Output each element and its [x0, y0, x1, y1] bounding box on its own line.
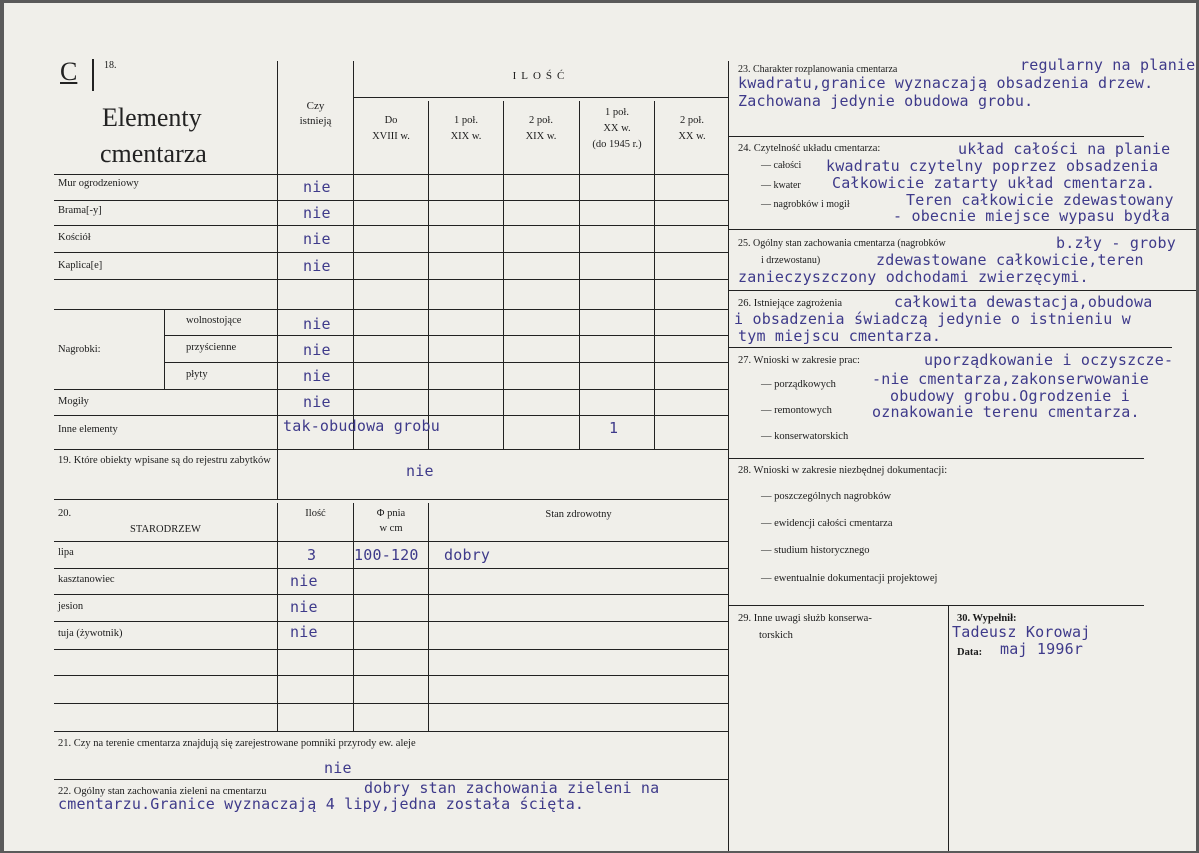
- period-col-4-line3: (do 1945 r.): [592, 139, 642, 150]
- table-row-line: [54, 200, 728, 201]
- s20-row-line: [54, 541, 728, 542]
- table-row-line: [164, 335, 728, 336]
- s24-label: 24. Czytelność układu cmentarza:: [738, 143, 881, 154]
- qty-header: ILOŚĆ: [512, 70, 570, 82]
- s27-sub-cleanup: — porządkowych: [761, 379, 836, 390]
- row-value-church: nie: [303, 230, 331, 248]
- tombstones-wall-value: nie: [303, 341, 331, 359]
- s24-line2: kwadratu czytelny poprzez obsadzenia: [826, 157, 1159, 175]
- tree-label-thuja: tuja (żywotnik): [58, 628, 123, 639]
- card-code: C: [60, 57, 78, 86]
- s24-rule: [728, 229, 1196, 230]
- s20-row-line: [54, 675, 728, 676]
- s24-sub-quarters: — kwater: [761, 180, 801, 191]
- tree-health-linden: dobry: [444, 546, 491, 564]
- s20-row-line: [54, 649, 728, 650]
- s22-label: 22. Ogólny stan zachowania zieleni na cmentarzu: [58, 786, 267, 797]
- s27-line1: uporządkowanie i oczyszcze-: [924, 351, 1174, 369]
- table-row-line: [54, 449, 728, 450]
- table-row-line: [54, 225, 728, 226]
- s22-line1: dobry stan zachowania zieleni na: [364, 779, 660, 797]
- col-line-p2: [428, 101, 429, 449]
- s23-line1: regularny na planie: [1020, 56, 1196, 74]
- s29-s30-divider: [948, 606, 949, 851]
- s28-item: — poszczególnych nagrobków: [761, 491, 892, 502]
- tree-label-ash: jesion: [58, 601, 84, 612]
- s20-row-line: [54, 594, 728, 595]
- s29-line1: 29. Inne uwagi służb konserwa-: [738, 613, 872, 624]
- s20-qty-header: Ilość: [305, 508, 326, 519]
- s21-label: 21. Czy na terenie cmentarza znajdują się zarejestrowane pomniki przyrody ew. aleje: [58, 738, 416, 749]
- tree-qty-ash: nie: [290, 598, 318, 616]
- s20-diameter-header-2: w cm: [379, 523, 403, 534]
- s22-line2: cmentarzu.Granice wyznaczają 4 lipy,jedna została ścięta.: [58, 795, 585, 813]
- tombstones-label: Nagrobki:: [58, 344, 101, 355]
- s23-rule: [728, 136, 1144, 137]
- other-elements-value: tak-obudowa grobu: [283, 417, 440, 435]
- s27-rule: [728, 458, 1144, 459]
- s20-header: STARODRZEW: [130, 524, 201, 535]
- period-col-5-line1: 2 poł.: [680, 115, 704, 126]
- period-col-1-line2: XVIII w.: [372, 131, 410, 142]
- s28-label: 28. Wnioski w zakresie niezbędnej dokumentacji:: [738, 465, 948, 476]
- s30-label: 30. Wypełnił:: [957, 613, 1017, 624]
- row-value-wall: nie: [303, 178, 331, 196]
- s25-line2: zdewastowane całkowicie,teren: [876, 251, 1144, 269]
- row-label-wall: Mur ogrodzeniowy: [58, 178, 139, 189]
- s25-label2: i drzewostanu): [761, 255, 821, 266]
- period-col-3-line2: XIX w.: [525, 131, 557, 142]
- exists-header-line1: Czy: [306, 100, 325, 112]
- table-row-line: [54, 309, 728, 310]
- tree-label-linden: lipa: [58, 547, 74, 558]
- s28-item: — ewidencji całości cmentarza: [761, 518, 893, 529]
- s20-row-line: [54, 621, 728, 622]
- row-value-gate: nie: [303, 204, 331, 222]
- s24-sub-whole: — całości: [761, 160, 802, 171]
- s30-date: maj 1996r: [1000, 640, 1084, 658]
- period-col-2-line2: XIX w.: [450, 131, 482, 142]
- graves-value: nie: [303, 393, 331, 411]
- row-label-chapel: Kaplica[e]: [58, 260, 103, 271]
- row-label-gate: Brama[-y]: [58, 205, 102, 216]
- other-elements-count: 1: [609, 419, 619, 437]
- s27-line2: -nie cmentarza,zakonserwowanie: [872, 370, 1149, 388]
- s24-line4: Teren całkowicie zdewastowany: [906, 191, 1174, 209]
- period-col-4-line1: 1 poł.: [605, 107, 629, 118]
- tombstones-freestanding-label: wolnostojące: [186, 315, 242, 326]
- graves-label: Mogiły: [58, 396, 89, 407]
- s19-value: nie: [406, 462, 434, 480]
- tree-diameter-linden: 100-120: [354, 546, 419, 564]
- s24-line3: Całkowicie zatarty układ cmentarza.: [832, 174, 1156, 192]
- s20-number: 20.: [58, 508, 72, 519]
- s28-rule: [728, 605, 1144, 606]
- tree-qty-linden: 3: [307, 546, 317, 564]
- s24-sub-graves: — nagrobków i mogił: [761, 199, 850, 210]
- table-row-line: [54, 279, 728, 280]
- s28-item: — ewentualnie dokumentacji projektowej: [761, 573, 938, 584]
- s20-row-line: [54, 703, 728, 704]
- s25-line1: b.zły - groby: [1056, 234, 1176, 252]
- qty-header-rule: [354, 97, 728, 98]
- s26-line1: całkowita dewastacja,obudowa: [894, 293, 1153, 311]
- s19-label: 19. Które obiekty wpisane są do rejestru zabytków: [58, 455, 271, 466]
- s20-col-line: [353, 503, 354, 731]
- right-frame-line: [728, 61, 729, 851]
- record-card: [4, 3, 1196, 851]
- s25-label: 25. Ogólny stan zachowania cmentarza (nagrobków: [738, 238, 946, 249]
- s26-label: 26. Istniejące zagrożenia: [738, 298, 843, 309]
- table-row-line: [54, 252, 728, 253]
- s26-line3: tym miejscu cmentarza.: [738, 327, 942, 345]
- s21-value: nie: [324, 759, 352, 777]
- s19-rule: [54, 499, 728, 500]
- tree-label-chestnut: kasztanowiec: [58, 574, 115, 585]
- period-col-1-line1: Do: [384, 115, 398, 126]
- card-title-line1: Elementy: [102, 103, 202, 132]
- card-title-line2: cmentarza: [100, 139, 207, 168]
- code-bar: [92, 59, 94, 91]
- s20-diameter-header-1: Φ pnia: [376, 508, 406, 519]
- s20-col-line: [277, 503, 278, 731]
- s26-rule: [728, 347, 1172, 348]
- s27-sub-conservation: — konserwatorskich: [761, 431, 849, 442]
- row-value-chapel: nie: [303, 257, 331, 275]
- s28-item: — studium historycznego: [761, 545, 870, 556]
- s24-line1: układ całości na planie: [958, 140, 1171, 158]
- tombstones-slabs-value: nie: [303, 367, 331, 385]
- card-code-number: 18.: [104, 60, 117, 71]
- s30-date-label: Data:: [957, 647, 983, 658]
- period-col-3-line1: 2 poł.: [529, 115, 553, 126]
- period-col-4-line2: XX w.: [603, 123, 631, 134]
- s26-line2: i obsadzenia świadczą jedynie o istnieniu w: [734, 310, 1131, 328]
- tombstones-wall-label: przyścienne: [186, 342, 237, 353]
- nagrobki-split: [164, 309, 165, 389]
- tombstones-freestanding-value: nie: [303, 315, 331, 333]
- s30-name: Tadeusz Korowaj: [952, 623, 1091, 641]
- table-row-line: [164, 362, 728, 363]
- tree-qty-thuja: nie: [290, 623, 318, 641]
- s27-sub-repair: — remontowych: [761, 405, 832, 416]
- s29-line2: torskich: [759, 630, 793, 641]
- s20-row-line: [54, 731, 728, 732]
- col-line-p3: [503, 101, 504, 449]
- s23-label: 23. Charakter rozplanowania cmentarza: [738, 64, 898, 75]
- s20-col-line: [428, 503, 429, 731]
- tree-qty-chestnut: nie: [290, 572, 318, 590]
- table-row-line: [54, 174, 728, 175]
- other-elements-label: Inne elementy: [58, 424, 118, 435]
- s25-rule: [728, 290, 1196, 291]
- table-row-line: [54, 389, 728, 390]
- s24-line5: - obecnie miejsce wypasu bydła: [893, 207, 1170, 225]
- s25-line3: zanieczyszczony odchodami zwierzęcymi.: [738, 268, 1089, 286]
- s20-health-header: Stan zdrowotny: [545, 509, 612, 520]
- s27-line4: oznakowanie terenu cmentarza.: [872, 403, 1140, 421]
- s20-row-line: [54, 568, 728, 569]
- s27-line3: obudowy grobu.Ogrodzenie i: [890, 387, 1130, 405]
- table-row-line: [54, 415, 728, 416]
- exists-header-line2: istnieją: [299, 115, 332, 127]
- period-col-5-line2: XX w.: [678, 131, 706, 142]
- col-line-p5: [654, 101, 655, 449]
- s23-line2: kwadratu,granice wyznaczają obsadzenia drzew.: [738, 74, 1154, 92]
- period-col-2-line1: 1 poł.: [454, 115, 478, 126]
- col-line-p4: [579, 101, 580, 449]
- row-label-church: Kościół: [58, 232, 91, 243]
- s23-line3: Zachowana jedynie obudowa grobu.: [738, 92, 1034, 110]
- s27-label: 27. Wnioski w zakresie prac:: [738, 355, 860, 366]
- tombstones-slabs-label: płyty: [186, 369, 208, 380]
